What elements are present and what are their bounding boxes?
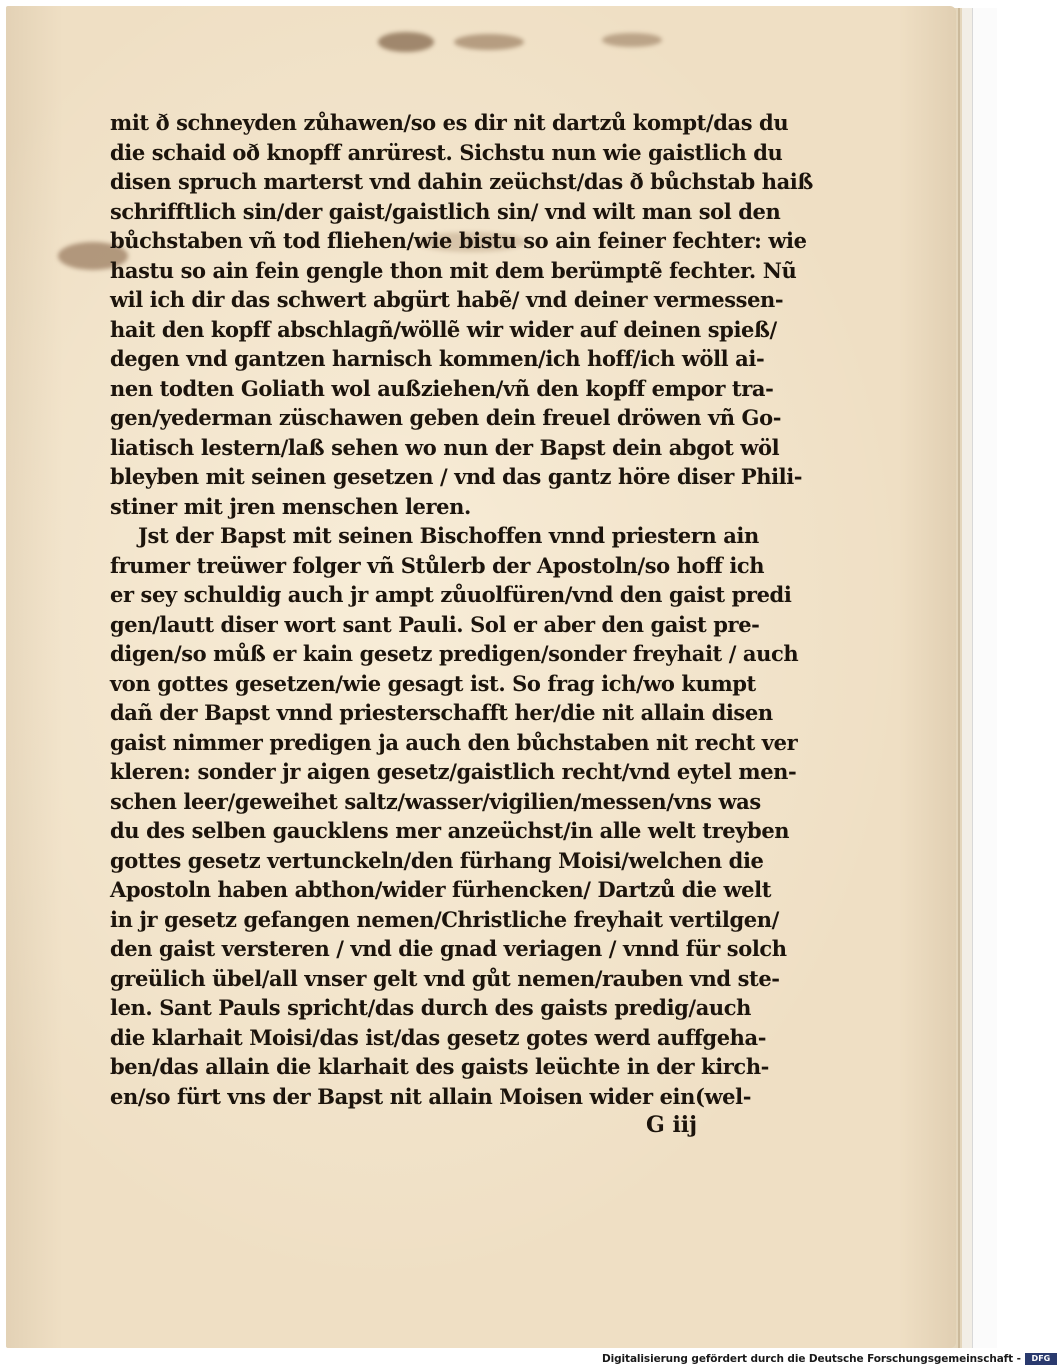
- text-line: mit ð schneyden zůhawen/so es dir nit dartzů kompt/das du: [110, 110, 789, 135]
- text-line: schen leer/geweihet saltz/wasser/vigilien/messen/vns was: [110, 788, 761, 814]
- text-line: die schaid oð knopff anrürest. Sichstu nun wie gaistlich du: [110, 139, 783, 165]
- scan-background-strip: [972, 8, 997, 1348]
- text-line: greülich übel/all vnser gelt vnd gůt nemen/rauben vnd ste-: [110, 965, 780, 991]
- text-line: gen/lautt diser wort sant Pauli. Sol er aber den gaist pre-: [110, 611, 760, 637]
- text-line: den gaist versteren / vnd die gnad veriagen / vnnd für solch: [110, 936, 787, 961]
- signature-mark: G iij: [646, 1112, 698, 1138]
- text-line: von gottes gesetzen/wie gesagt ist. So frag ich/wo kumpt: [110, 670, 756, 696]
- text-line: kleren: sonder jr aigen gesetz/gaistlich recht/vnd eytel men-: [110, 759, 797, 784]
- text-line: Apostoln haben abthon/wider fürhencken/ Dartzů die welt: [110, 877, 771, 902]
- text-line: hait den kopff abschlagñ/wöllẽ wir wider auf deinen spieß/: [110, 316, 777, 342]
- text-line: disen spruch marterst vnd dahin zeüchst/das ð bůchstab haiß: [110, 169, 813, 194]
- paper-stain: [454, 34, 524, 50]
- text-line: hastu so ain fein gengle thon mit dem berümptẽ fechter. Nũ: [110, 257, 797, 283]
- text-line: ben/das allain die klarhait des gaists leüchte in der kirch-: [110, 1054, 770, 1079]
- text-line: gen/yederman züschawen geben dein freuel dröwen vñ Go-: [110, 405, 782, 430]
- paper-stain: [602, 33, 662, 47]
- text-line: die klarhait Moisi/das ist/das gesetz gotes werd auffgeha-: [110, 1024, 767, 1050]
- credit-text: Digitalisierung gefördert durch die Deutsche Forschungsgemeinschaft -: [602, 1352, 1021, 1365]
- book-block-edge-shadow: [958, 8, 960, 1348]
- text-line: len. Sant Pauls spricht/das durch des gaists predig/auch: [110, 995, 752, 1020]
- paragraph-start-line: Jst der Bapst mit seinen Bischoffen vnnd priestern ain: [138, 523, 759, 548]
- text-line: er sey schuldig auch jr ampt zůuolfüren/vnd den gaist predi: [110, 582, 792, 607]
- text-line: frumer treüwer folger vñ Stůlerb der Apostoln/so hoff ich: [110, 552, 765, 578]
- text-line: in jr gesetz gefangen nemen/Christliche freyhait vertilgen/: [110, 906, 779, 932]
- book-block-edge-light: [962, 8, 972, 1348]
- digitization-credit: [602, 1351, 1057, 1366]
- text-line: bleyben mit seinen gesetzen / vnd das gantz höre diser Phili-: [110, 464, 803, 489]
- paper-stain: [378, 32, 434, 52]
- text-line: liatisch lestern/laß sehen wo nun der Bapst dein abgot wöl: [110, 434, 780, 460]
- text-line: bůchstaben vñ tod fliehen/wie bistu so ain feiner fechter: wie: [110, 228, 807, 253]
- text-line: stiner mit jren menschen leren.: [110, 493, 471, 519]
- dfg-logo-icon: DFG: [1025, 1353, 1057, 1365]
- text-line: degen vnd gantzen harnisch kommen/ich hoff/ich wöll ai-: [110, 346, 765, 371]
- page-text-block: [110, 108, 813, 1111]
- text-line: gottes gesetz vertunckeln/den fürhang Moisi/welchen die: [110, 847, 764, 873]
- text-line: wil ich dir das schwert abgürt habẽ/ vnd deiner vermessen-: [110, 287, 784, 312]
- text-line: nen todten Goliath wol außziehen/vñ den kopff empor tra-: [110, 375, 774, 401]
- text-line: gaist nimmer predigen ja auch den bůchstaben nit recht ver: [110, 729, 798, 755]
- text-line: du des selben gaucklens mer anzeüchst/in alle welt treyben: [110, 818, 790, 843]
- text-line: en/so fürt vns der Bapst nit allain Moisen wider ein(wel-: [110, 1083, 752, 1109]
- text-line: dañ der Bapst vnnd priesterschafft her/die nit allain disen: [110, 700, 773, 725]
- text-line: digen/so můß er kain gesetz predigen/sonder freyhait / auch: [110, 641, 799, 666]
- text-line: schrifftlich sin/der gaist/gaistlich sin/ vnd wilt man sol den: [110, 198, 781, 224]
